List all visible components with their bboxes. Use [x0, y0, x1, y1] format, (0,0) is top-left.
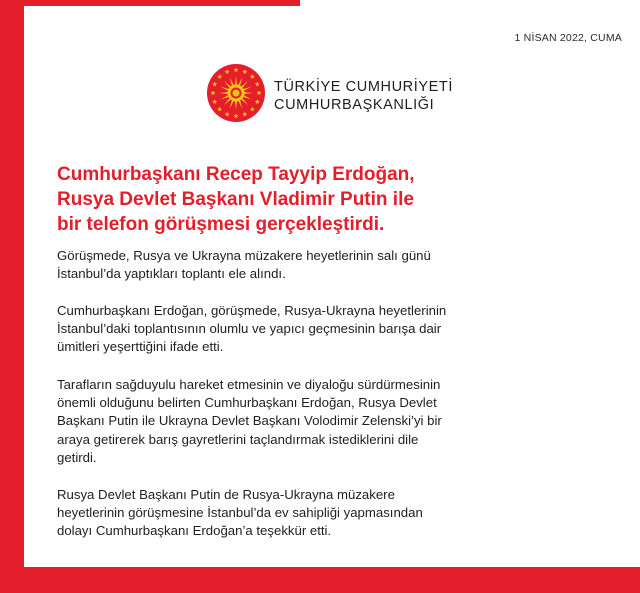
paragraph-line: İstanbul’daki toplantısının olumlu ve yapıcı geçmesinin barışa dair — [57, 321, 442, 337]
paragraph-line: Başkanı Putin ile Ukrayna Devlet Başkanı Volodimir Zelenski’yi bir — [57, 413, 442, 429]
presidential-seal-icon — [206, 63, 266, 123]
paragraph-line: Görüşmede, Rusya ve Ukrayna müzakere heyetlerinin salı günü — [57, 248, 431, 263]
seal-sun-center — [233, 90, 240, 97]
headline-line: Cumhurbaşkanı Recep Tayyip Erdoğan, — [57, 164, 415, 185]
organization-name — [274, 78, 453, 114]
headline-line: bir telefon görüşmesi gerçekleştirdi. — [57, 214, 385, 235]
organization-line-1: TÜRKİYE CUMHURİYETİ — [274, 79, 453, 95]
seal-graphic — [206, 63, 266, 123]
headline — [57, 162, 597, 237]
bottom-red-border — [0, 567, 640, 593]
paragraph-2 — [57, 302, 617, 357]
paragraph-line: Cumhurbaşkanı Erdoğan, görüşmede, Rusya-Ukrayna heyetlerinin — [57, 303, 447, 318]
left-red-border — [0, 0, 24, 593]
paragraph-line: dolayı Cumhurbaşkanı Erdoğan’a teşekkür etti. — [57, 523, 332, 539]
paragraph-4 — [57, 486, 617, 541]
paragraph-1 — [57, 247, 617, 283]
paragraph-line: İstanbul’da yaptıkları toplantı ele alındı. — [57, 266, 286, 282]
organization-line-2: CUMHURBAŞKANLIĞI — [274, 97, 435, 113]
paragraph-line: ümitleri yeşerttiğini ifade etti. — [57, 339, 224, 355]
paragraph-line: araya getirerek barış gayretlerini taçlandırmak istediklerini dile — [57, 431, 419, 447]
date-label: 1 NİSAN 2022, CUMA — [514, 32, 622, 44]
paragraph-line: heyetlerinin görüşmesine İstanbul’da ev sahipliği yapmasından — [57, 505, 423, 521]
paragraph-line: getirdi. — [57, 449, 97, 465]
paragraph-line: Tarafların sağduyulu hareket etmesinin ve diyaloğu sürdürmesinin — [57, 377, 441, 392]
paragraph-3 — [57, 376, 617, 467]
paragraph-line: Rusya Devlet Başkanı Putin de Rusya-Ukrayna müzakere — [57, 487, 395, 502]
headline-line: Rusya Devlet Başkanı Vladimir Putin ile — [57, 189, 414, 210]
paragraph-line: önemli olduğunu belirten Cumhurbaşkanı Erdoğan, Rusya Devlet — [57, 395, 437, 411]
